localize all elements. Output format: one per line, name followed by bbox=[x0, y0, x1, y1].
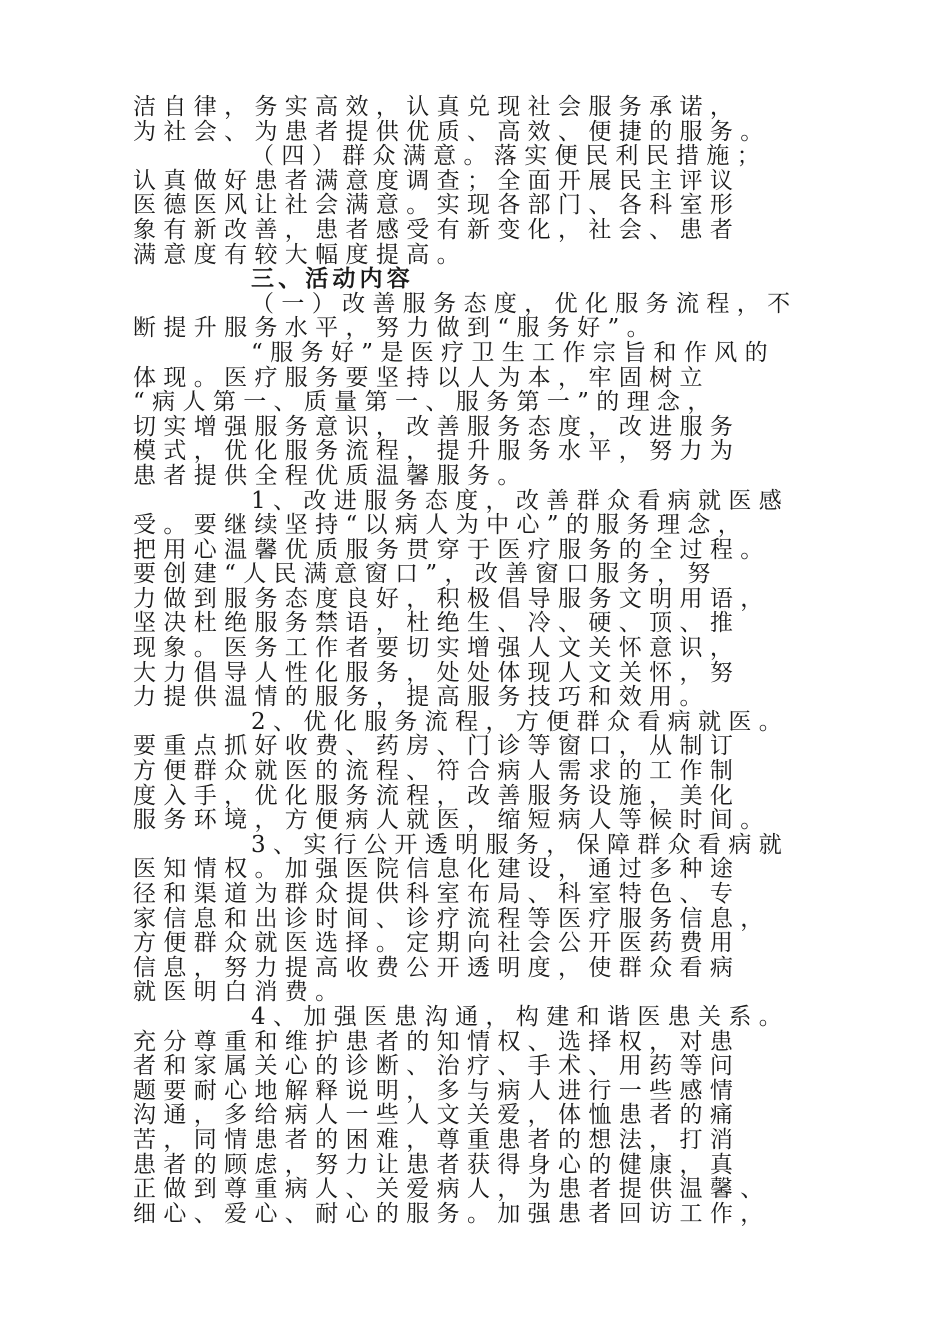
text-line: 要重点抓好收费、药房、门诊等窗口，从制订 bbox=[133, 733, 741, 760]
text-line: 要创建“人民满意窗口”，改善窗口服务，努 bbox=[133, 561, 718, 588]
text-line: 正做到尊重病人、关爱病人，为患者提供温馨、 bbox=[133, 1176, 771, 1203]
text-line: 体现。医疗服务要坚持以人为本，牢固树立 bbox=[133, 364, 710, 391]
text-line: 充分尊重和维护患者的知情权、选择权，对患 bbox=[133, 1028, 741, 1055]
text-line: 度入手，优化服务流程，改善服务设施，美化 bbox=[133, 782, 741, 809]
text-line: 洁自律，务实高效，认真兑现社会服务承诺， bbox=[133, 94, 741, 120]
text-line: 患者提供全程优质温馨服务。 bbox=[133, 462, 528, 489]
section-heading: 三、活动内容 bbox=[251, 266, 414, 293]
text-line: 沟通，多给病人一些人文关爱，体恤患者的痛 bbox=[133, 1102, 741, 1129]
text-line: 医德医风让社会满意。实现各部门、各科室形 bbox=[133, 192, 741, 219]
text-line: 医知情权。加强医院信息化建设，通过多种途 bbox=[133, 856, 741, 883]
text-line: “服务好”是医疗卫生工作宗旨和作风的 bbox=[251, 339, 775, 366]
text-line: 切实增强服务意识，改善服务态度，改进服务 bbox=[133, 413, 741, 440]
text-line: 现象。医务工作者要切实增强人文关怀意识， bbox=[133, 635, 741, 662]
text-line: 4、加强医患沟通，构建和谐医患关系。 bbox=[251, 1003, 790, 1030]
text-line: 象有新改善，患者感受有新变化，社会、患者 bbox=[133, 216, 741, 243]
text-line: 大力倡导人性化服务，处处体现人文关怀，努 bbox=[133, 659, 741, 686]
document-body bbox=[133, 95, 823, 1226]
text-line: 把用心温馨优质服务贯穿于医疗服务的全过程。 bbox=[133, 536, 771, 563]
text-line: 方便群众就医的流程、符合病人需求的工作制 bbox=[133, 758, 741, 785]
text-line: （一）改善服务态度，优化服务流程，不 bbox=[251, 290, 798, 317]
text-line: 患者的顾虑，努力让患者获得身心的健康，真 bbox=[133, 1151, 741, 1178]
text-line: “病人第一、质量第一、服务第一”的理念， bbox=[133, 389, 718, 416]
text-line: 服务环境，方便病人就医，缩短病人等候时间。 bbox=[133, 807, 771, 834]
text-line: 径和渠道为群众提供科室布局、科室特色、专 bbox=[133, 881, 741, 907]
text-line: 2、优化服务流程，方便群众看病就医。 bbox=[251, 708, 790, 735]
text-line: 力做到服务态度良好，积极倡导服务文明用语， bbox=[133, 585, 771, 612]
text-line: 断提升服务水平，努力做到“服务好”。 bbox=[133, 315, 657, 342]
text-line: 坚决杜绝服务禁语，杜绝生、冷、硬、顶、推 bbox=[133, 610, 741, 637]
text-line: 信息，努力提高收费公开透明度，使群众看病 bbox=[133, 954, 741, 981]
text-line: 苦，同情患者的困难，尊重患者的想法，打消 bbox=[133, 1126, 741, 1153]
text-line: 细心、爱心、耐心的服务。加强患者回访工作， bbox=[133, 1200, 771, 1227]
text-line: 1、改进服务态度，改善群众看病就医感 bbox=[251, 487, 790, 514]
text-line: 家信息和出诊时间、诊疗流程等医疗服务信息， bbox=[133, 905, 771, 932]
text-line: 为社会、为患者提供优质、高效、便捷的服务。 bbox=[133, 118, 771, 145]
text-line: 模式，优化服务流程，提升服务水平，努力为 bbox=[133, 438, 741, 465]
text-line: 题要耐心地解释说明，多与病人进行一些感情 bbox=[133, 1077, 741, 1104]
text-line: 3、实行公开透明服务，保障群众看病就 bbox=[251, 831, 790, 858]
text-line: （四）群众满意。落实便民利民措施； bbox=[251, 143, 768, 170]
text-line: 者和家属关心的诊断、治疗、手术、用药等问 bbox=[133, 1053, 741, 1080]
text-line: 受。要继续坚持“以病人为中心”的服务理念， bbox=[133, 512, 749, 539]
text-line: 力提供温情的服务，提高服务技巧和效用。 bbox=[133, 684, 710, 711]
text-line: 认真做好患者满意度调查；全面开展民主评议 bbox=[133, 167, 741, 194]
text-line: 满意度有较大幅度提高。 bbox=[133, 241, 467, 268]
text-line: 就医明白消费。 bbox=[133, 979, 346, 1006]
text-line: 方便群众就医选择。定期向社会公开医药费用 bbox=[133, 930, 741, 957]
